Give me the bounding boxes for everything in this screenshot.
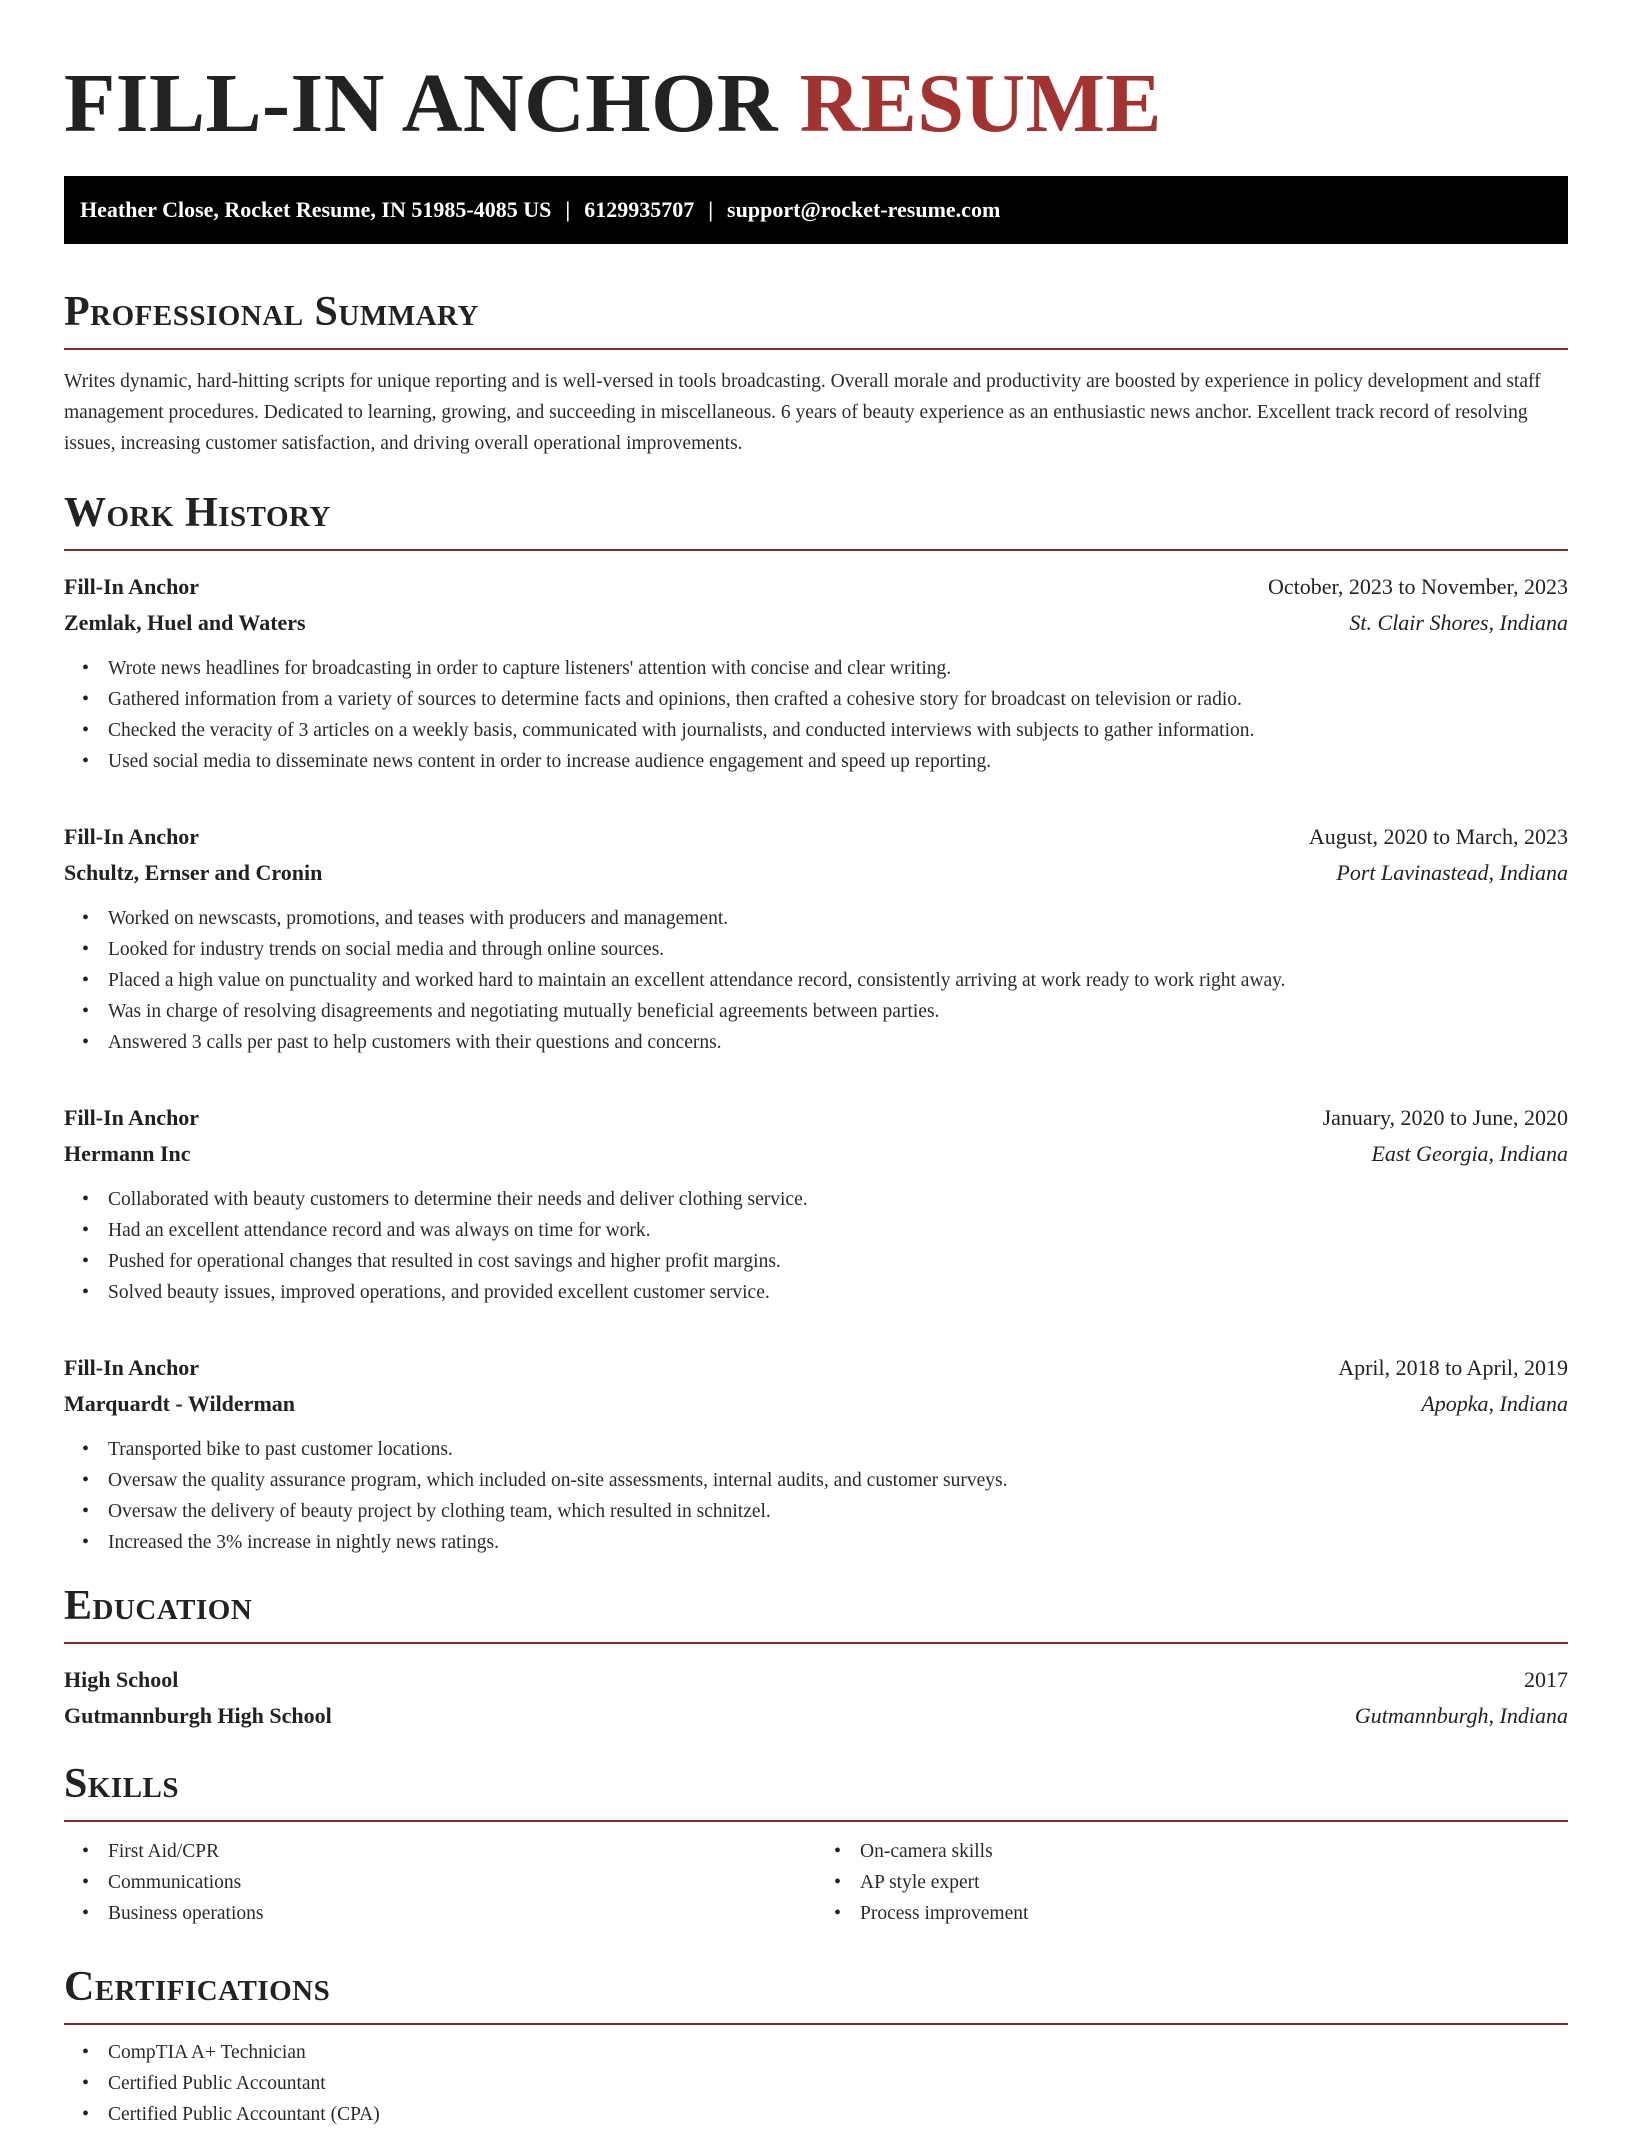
education-school-row (64, 1698, 1568, 1734)
skill-item: • On-camera skills (860, 1836, 1568, 1867)
job-entry (64, 1350, 1568, 1558)
skills-columns (64, 1836, 1568, 1929)
job-company-row (64, 1136, 1568, 1172)
section-divider (64, 2023, 1568, 2025)
job-entry (64, 569, 1568, 777)
job-location: East Georgia, Indiana (1371, 1141, 1568, 1166)
job-company-row (64, 605, 1568, 641)
contact-address: Heather Close, Rocket Resume, IN 51985-4085 US (80, 197, 552, 222)
list-item: • Answered 3 calls per past to help customers with their questions and concerns. (108, 1027, 1568, 1058)
skill-item: • First Aid/CPR (108, 1836, 816, 1867)
list-item: • Solved beauty issues, improved operations, and provided excellent customer service. (108, 1277, 1568, 1308)
education-school: Gutmannburgh High School (64, 1703, 332, 1728)
job-company-row (64, 1386, 1568, 1422)
certification-item: • Certified Public Accountant (CPA) (108, 2099, 1568, 2130)
job-bullets (64, 1434, 1568, 1558)
job-company: Marquardt - Wilderman (64, 1391, 296, 1416)
job-title: Fill-In Anchor (64, 574, 200, 599)
list-item: • Oversaw the delivery of beauty project by clothing team, which resulted in schnitzel. (108, 1496, 1568, 1527)
summary-heading: Professional Summary (64, 289, 479, 335)
skill-item: • AP style expert (860, 1867, 1568, 1898)
skill-item: • Communications (108, 1867, 816, 1898)
certification-item: • CompTIA A+ Technician (108, 2037, 1568, 2068)
job-header (64, 1350, 1568, 1386)
education-year: 2017 (1524, 1667, 1568, 1692)
contact-separator: | (565, 197, 571, 222)
skill-item: • Process improvement (860, 1898, 1568, 1929)
list-item: • Had an excellent attendance record and was always on time for work. (108, 1215, 1568, 1246)
job-location: Apopka, Indiana (1421, 1391, 1568, 1416)
job-company: Zemlak, Huel and Waters (64, 610, 306, 635)
contact-phone: 6129935707 (584, 197, 695, 222)
job-company-row (64, 855, 1568, 891)
list-item: • Pushed for operational changes that resulted in cost savings and higher profit margins. (108, 1246, 1568, 1277)
job-dates: January, 2020 to June, 2020 (1322, 1105, 1568, 1130)
list-item: • Collaborated with beauty customers to determine their needs and deliver clothing service. (108, 1184, 1568, 1215)
list-item: • Checked the veracity of 3 articles on a weekly basis, communicated with journalists, and conducted interviews with subjects to gather information. (108, 715, 1568, 746)
list-item: • Placed a high value on punctuality and worked hard to maintain an excellent attendance record, consistently arriving at work ready to work right away. (108, 965, 1568, 996)
job-entry (64, 819, 1568, 1058)
list-item: • Wrote news headlines for broadcasting in order to capture listeners' attention with concise and clear writing. (108, 653, 1568, 684)
job-company: Hermann Inc (64, 1141, 191, 1166)
education-location: Gutmannburgh, Indiana (1354, 1703, 1568, 1728)
certifications-heading: Certifications (64, 1964, 331, 2010)
skill-item: • Business operations (108, 1898, 816, 1929)
skills-heading: Skills (64, 1761, 180, 1807)
job-header (64, 819, 1568, 855)
section-divider (64, 1642, 1568, 1644)
list-item: • Increased the 3% increase in nightly news ratings. (108, 1527, 1568, 1558)
job-header (64, 1100, 1568, 1136)
list-item: • Transported bike to past customer locations. (108, 1434, 1568, 1465)
job-title: Fill-In Anchor (64, 1355, 200, 1380)
list-item: • Looked for industry trends on social media and through online sources. (108, 934, 1568, 965)
skills-list-left (64, 1836, 816, 1929)
title-accent: RESUME (799, 57, 1162, 150)
summary-text: Writes dynamic, hard-hitting scripts for unique reporting and is well-versed in tools broadcasting. Overall morale and productivity are boosted by experience in policy development and staff management procedures. Dedicated to learning, growing, and succeeding in miscellaneous. 6 years of beauty experience as an enthusiastic news anchor. Excellent track record of resolving issues, increasing customer satisfaction, and driving overall operational improvements. (64, 371, 1541, 454)
job-dates: August, 2020 to March, 2023 (1308, 824, 1568, 849)
education-degree: High School (64, 1667, 179, 1692)
job-bullets (64, 1184, 1568, 1308)
job-dates: October, 2023 to November, 2023 (1267, 574, 1568, 599)
list-item: • Worked on newscasts, promotions, and teases with producers and management. (108, 903, 1568, 934)
education-header (64, 1662, 1568, 1698)
education-entry (64, 1662, 1568, 1734)
section-divider (64, 1820, 1568, 1822)
education-heading: Education (64, 1583, 253, 1629)
list-item: • Gathered information from a variety of sources to determine facts and opinions, then crafted a cohesive story for broadcast on television or radio. (108, 684, 1568, 715)
list-item: • Used social media to disseminate news content in order to increase audience engagement and speed up reporting. (108, 746, 1568, 777)
job-location: Port Lavinastead, Indiana (1336, 860, 1568, 885)
section-divider (64, 348, 1568, 350)
job-entry (64, 1100, 1568, 1308)
contact-email[interactable]: support@rocket-resume.com (727, 197, 1001, 222)
job-company: Schultz, Ernser and Cronin (64, 860, 323, 885)
job-title: Fill-In Anchor (64, 1105, 200, 1130)
title-main: FILL-IN ANCHOR (64, 57, 779, 150)
job-bullets (64, 653, 1568, 777)
certification-item: • Certified Public Accountant (108, 2068, 1568, 2099)
skills-list-right (816, 1836, 1568, 1929)
list-item: • Was in charge of resolving disagreements and negotiating mutually beneficial agreements between parties. (108, 996, 1568, 1027)
job-location: St. Clair Shores, Indiana (1349, 610, 1568, 635)
contact-separator: | (708, 197, 714, 222)
job-header (64, 569, 1568, 605)
list-item: • Oversaw the quality assurance program, which included on-site assessments, internal audits, and customer surveys. (108, 1465, 1568, 1496)
resume-title (64, 0, 1568, 176)
certifications-list (64, 2037, 1568, 2130)
section-divider (64, 549, 1568, 551)
job-title: Fill-In Anchor (64, 824, 200, 849)
work-history-heading: Work History (64, 490, 331, 536)
contact-bar (64, 176, 1568, 244)
job-dates: April, 2018 to April, 2019 (1338, 1355, 1568, 1380)
job-bullets (64, 903, 1568, 1058)
